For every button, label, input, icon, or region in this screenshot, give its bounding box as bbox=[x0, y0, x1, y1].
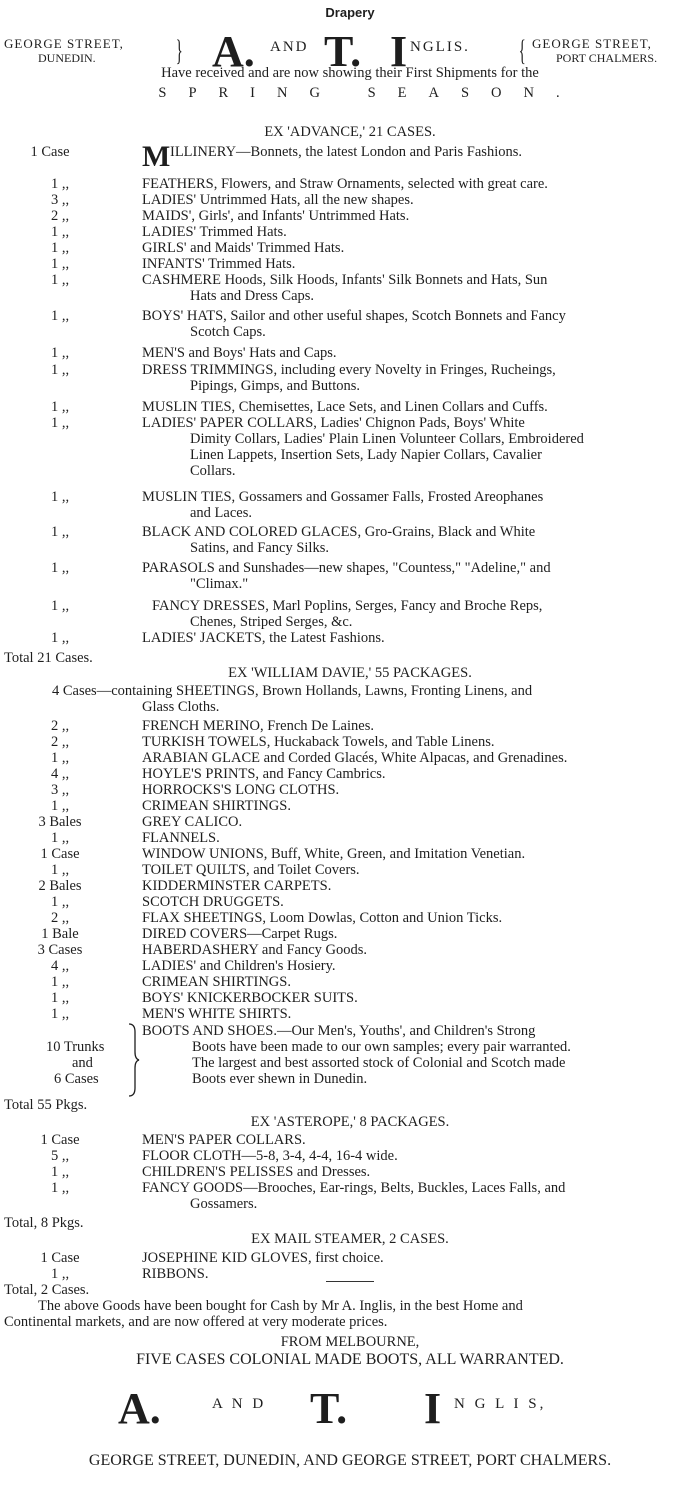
list-item: 1 ,, LADIES' JACKETS, the Latest Fashions. bbox=[50, 630, 385, 646]
list-item: 1 ,, CHILDREN'S PELISSES and Dresses. bbox=[50, 1164, 371, 1180]
list-item-continuation: Chenes, Striped Serges, &c. bbox=[190, 614, 353, 630]
closing-line2: Continental markets, and are now offered at very moderate prices. bbox=[4, 1314, 388, 1330]
header-initial-t: T. bbox=[324, 27, 362, 76]
list-item: 1 ,, BLACK AND COLORED GLACES, Gro-Grains, Black and White bbox=[50, 524, 536, 540]
list-item: 1 ,, MEN'S and Boys' Hats and Caps. bbox=[50, 345, 337, 361]
list-item: 1 ,, MUSLIN TIES, Gossamers and Gossamer Falls, Frosted Areophanes bbox=[50, 489, 544, 505]
header-initial-a: A. bbox=[212, 27, 255, 76]
list-item: 4 ,, HOYLE'S PRINTS, and Fancy Cambrics. bbox=[50, 766, 386, 782]
list-item: 1 ,, INFANTS' Trimmed Hats. bbox=[50, 256, 296, 272]
list-item: 1 Case WINDOW UNIONS, Buff, White, Green, and Imitation Venetian. bbox=[40, 846, 526, 862]
section-total: Total 55 Pkgs. bbox=[4, 1097, 88, 1113]
list-item: 1 Case JOSEPHINE KID GLOVES, first choice. bbox=[40, 1250, 384, 1266]
list-item: 1 ,, FLANNELS. bbox=[50, 830, 220, 846]
section-title-mail-steamer: EX MAIL STEAMER, 2 CASES. bbox=[251, 1231, 449, 1247]
list-item: 1 ,, LADIES' PAPER COLLARS, Ladies' Chignon Pads, Boys' White bbox=[50, 415, 525, 431]
footer-initial-a: A. bbox=[118, 1384, 161, 1433]
boots-qty-trunks: 10 Trunks bbox=[46, 1039, 105, 1055]
lead-item: 4 Cases—containing SHEETINGS, Brown Hollands, Lawns, Fronting Linens, and bbox=[52, 683, 533, 699]
list-item-continuation: Gossamers. bbox=[190, 1196, 258, 1212]
left-brace: } bbox=[175, 34, 183, 67]
boots-qty-and: and bbox=[72, 1055, 93, 1071]
list-item: 5 ,, FLOOR CLOTH—5-8, 3-4, 4-4, 16-4 wide. bbox=[50, 1148, 398, 1164]
list-item: 3 ,, LADIES' Untrimmed Hats, all the new shapes. bbox=[50, 192, 414, 208]
list-item: 4 ,, LADIES' and Children's Hosiery. bbox=[50, 958, 336, 974]
header-surname-initial: I bbox=[390, 27, 408, 76]
list-item: 1 ,, TOILET QUILTS, and Toilet Covers. bbox=[50, 862, 360, 878]
boots-continuation: Boots ever shewn in Dunedin. bbox=[192, 1071, 368, 1087]
list-item-continuation: Glass Cloths. bbox=[142, 699, 220, 715]
list-item: 1 ,, CRIMEAN SHIRTINGS. bbox=[50, 798, 291, 814]
list-item: 2 ,, MAIDS', Girls', and Infants' Untrimmed Hats. bbox=[50, 208, 410, 224]
list-item-continuation: Collars. bbox=[190, 463, 236, 479]
list-item: 1 ,, BOYS' KNICKERBOCKER SUITS. bbox=[50, 990, 358, 1006]
list-item: 1 ,, RIBBONS. bbox=[50, 1266, 209, 1282]
list-item: 1 Case MEN'S PAPER COLLARS. bbox=[40, 1132, 306, 1148]
list-item-continuation: Linen Lappets, Insertion Sets, Lady Napier Collars, Cavalier bbox=[190, 447, 542, 463]
left-address-line1: GEORGE STREET, bbox=[4, 36, 124, 51]
closing-line1: The above Goods have been bought for Cash by Mr A. Inglis, in the best Home and bbox=[38, 1298, 523, 1314]
list-item: 1 ,, FANCY GOODS—Brooches, Ear-rings, Belts, Buckles, Laces Falls, and bbox=[50, 1180, 566, 1196]
list-item: 1 ,, SCOTCH DRUGGETS. bbox=[50, 894, 284, 910]
drop-cap: M bbox=[142, 140, 171, 173]
list-item: 1 ,, DRESS TRIMMINGS, including every Novelty in Fringes, Rucheings, bbox=[50, 362, 556, 378]
list-item: 2 Bales KIDDERMINSTER CARPETS. bbox=[38, 878, 332, 894]
list-item: 1 Case M ILLINERY—Bonnets, the latest London and Paris Fashions. bbox=[30, 140, 522, 173]
section-title-advance: EX 'ADVANCE,' 21 CASES. bbox=[264, 124, 436, 140]
list-item: 2 ,, FRENCH MERINO, French De Laines. bbox=[50, 718, 374, 734]
boots-continuation: Boots have been made to our own samples; every pair warranted. bbox=[192, 1039, 571, 1055]
section-total: Total, 2 Cases. bbox=[4, 1282, 90, 1298]
list-item-continuation: Hats and Dress Caps. bbox=[190, 288, 315, 304]
footer-surname-initial: I bbox=[424, 1384, 442, 1433]
list-item: 1 ,, MUSLIN TIES, Chemisettes, Lace Sets, and Linen Collars and Cuffs. bbox=[50, 399, 548, 415]
list-item: 3 Bales GREY CALICO. bbox=[38, 814, 243, 830]
list-item: 1 Bale DIRED COVERS—Carpet Rugs. bbox=[41, 926, 338, 942]
list-item: 1 ,, MEN'S WHITE SHIRTS. bbox=[50, 1006, 292, 1022]
list-item: 1 ,, FEATHERS, Flowers, and Straw Ornaments, selected with great care. bbox=[50, 176, 548, 192]
footer-and-word: A N D bbox=[212, 1396, 267, 1412]
section-title-asterope: EX 'ASTEROPE,' 8 PACKAGES. bbox=[250, 1114, 450, 1130]
list-item: 1 ,, BOYS' HATS, Sailor and other useful shapes, Scotch Bonnets and Fancy bbox=[50, 308, 566, 324]
boots-description: BOOTS AND SHOES.—Our Men's, Youths', and Children's Strong bbox=[142, 1023, 536, 1039]
right-brace: { bbox=[518, 34, 526, 67]
section-total: Total 21 Cases. bbox=[4, 650, 93, 666]
left-address-line2: DUNEDIN. bbox=[38, 51, 96, 65]
list-item-continuation: Scotch Caps. bbox=[190, 324, 266, 340]
section-total: Total, 8 Pkgs. bbox=[4, 1215, 84, 1231]
section-title-william-davie: EX 'WILLIAM DAVIE,' 55 PACKAGES. bbox=[228, 665, 472, 681]
list-item: 1 ,, ARABIAN GLACE and Corded Glacés, White Alpacas, and Grenadines. bbox=[50, 750, 568, 766]
list-item: 1 ,, CASHMERE Hoods, Silk Hoods, Infants' Silk Bonnets and Hats, Sun bbox=[50, 272, 548, 288]
closing-boots: FIVE CASES COLONIAL MADE BOOTS, ALL WARRANTED. bbox=[136, 1351, 564, 1368]
header-and-word: AND bbox=[270, 39, 309, 55]
list-item: 1 ,, FANCY DRESSES, Marl Poplins, Serges, Fancy and Broche Reps, bbox=[50, 598, 543, 614]
footer-initial-t: T. bbox=[310, 1384, 348, 1433]
boots-qty-cases: 6 Cases bbox=[54, 1071, 99, 1087]
list-item-continuation: Satins, and Fancy Silks. bbox=[190, 540, 329, 556]
list-item: 1 ,, PARASOLS and Sunshades—new shapes, "Countess," "Adeline," and bbox=[50, 560, 551, 576]
footer-surname-rest: N G L I S, bbox=[454, 1396, 547, 1412]
separator-rule bbox=[326, 1281, 374, 1282]
header-surname-rest: NGLIS. bbox=[410, 39, 470, 55]
header-season: SPRING SEASON. bbox=[158, 85, 582, 101]
list-item: 3 Cases HABERDASHERY and Fancy Goods. bbox=[37, 942, 368, 958]
list-item-continuation: "Climax." bbox=[190, 576, 249, 592]
list-item: 1 ,, CRIMEAN SHIRTINGS. bbox=[50, 974, 291, 990]
list-item-continuation: Dimity Collars, Ladies' Plain Linen Volunteer Collars, Embroidered bbox=[190, 431, 584, 447]
right-address-line1: GEORGE STREET, bbox=[532, 36, 652, 51]
list-item-continuation: and Laces. bbox=[190, 505, 252, 521]
list-item: 2 ,, FLAX SHEETINGS, Loom Dowlas, Cotton and Union Ticks. bbox=[50, 910, 503, 926]
right-address-line2: PORT CHALMERS. bbox=[556, 51, 658, 65]
footer-address: GEORGE STREET, DUNEDIN, AND GEORGE STREET, PORT CHALMERS. bbox=[88, 1452, 612, 1469]
boots-brace bbox=[126, 1022, 140, 1098]
list-item: 3 ,, HORROCKS'S LONG CLOTHS. bbox=[50, 782, 340, 798]
list-item-continuation: Pipings, Gimps, and Buttons. bbox=[190, 378, 360, 394]
header-tagline: Have received and are now showing their First Shipments for the bbox=[161, 65, 539, 81]
section-title: Drapery bbox=[325, 5, 375, 20]
list-item: 1 ,, LADIES' Trimmed Hats. bbox=[50, 224, 287, 240]
boots-continuation: The largest and best assorted stock of Colonial and Scotch made bbox=[192, 1055, 566, 1071]
closing-from: FROM MELBOURNE, bbox=[280, 1334, 420, 1350]
list-item: 2 ,, TURKISH TOWELS, Huckaback Towels, and Table Linens. bbox=[50, 734, 495, 750]
list-item: 1 ,, GIRLS' and Maids' Trimmed Hats. bbox=[50, 240, 345, 256]
